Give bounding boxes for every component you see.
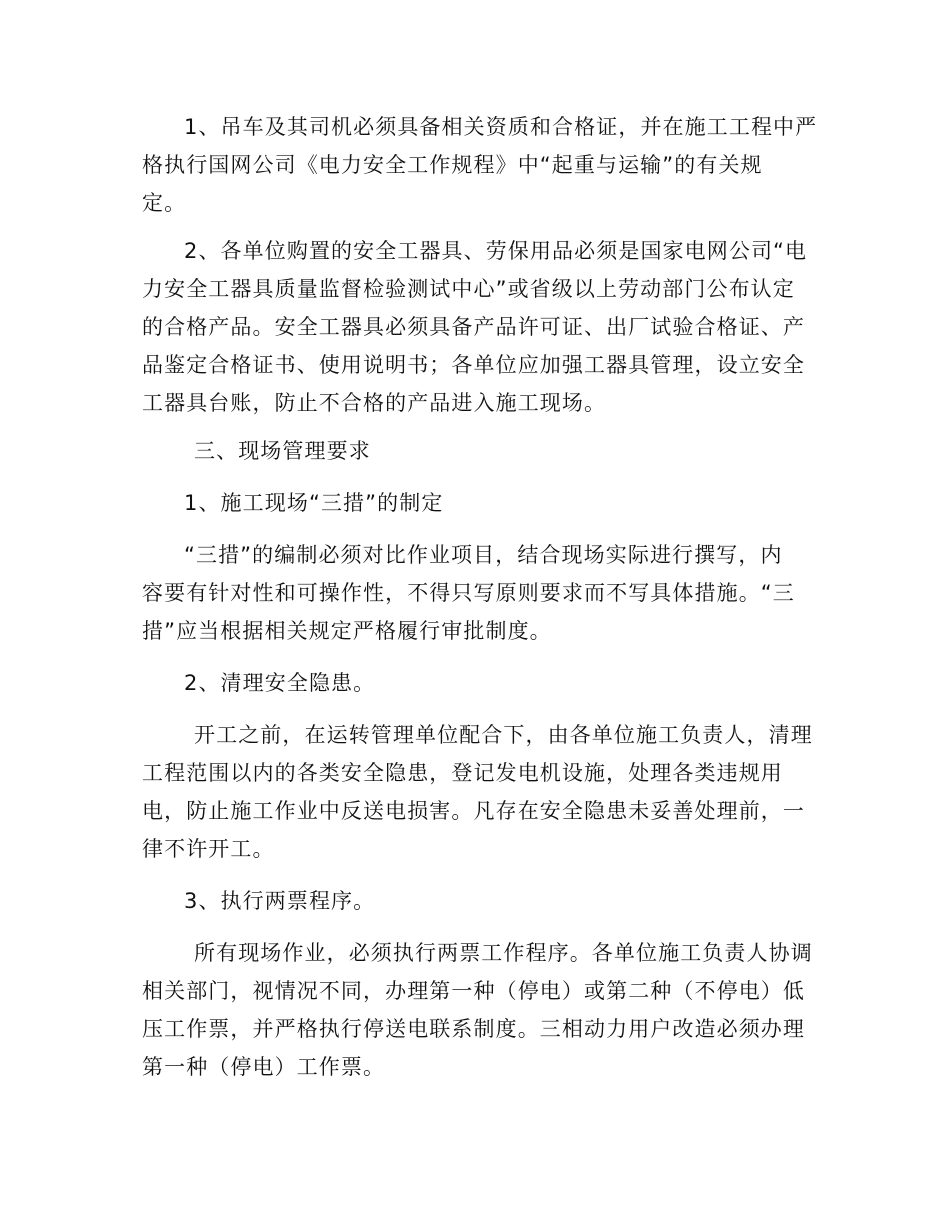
text-line: 2、清理安全隐患。 — [184, 671, 376, 695]
paragraph-two-tickets — [142, 934, 813, 1086]
text-line: 开工之前，在运转管理单位配合下，由各单位施工负责人，清理 — [194, 723, 813, 747]
text-line: 品鉴定合格证书、使用说明书；各单位应加强工器具管理，设立安全 — [142, 353, 805, 377]
document-body — [142, 108, 818, 1098]
text-line: 三、现场管理要求 — [194, 439, 371, 463]
text-line: 第一种（停电）工作票。 — [142, 1055, 386, 1079]
text-line: 所有现场作业，必须执行两票工作程序。各单位施工负责人协调 — [194, 941, 813, 965]
text-line: 措”应当根据相关规定严格履行审批制度。 — [142, 619, 552, 643]
paragraph-safety-tools — [142, 232, 810, 422]
text-line: 工器具台账，防止不合格的产品进入施工现场。 — [142, 391, 607, 415]
text-line: 的合格产品。安全工器具必须具备产品许可证、出厂试验合格证、产 — [142, 315, 805, 339]
paragraph-crane-requirements — [142, 108, 818, 222]
text-line: 力安全工器具质量监督检验测试中心”或省级以上劳动部门公布认定 — [142, 277, 795, 301]
paragraph-three-measures — [142, 536, 810, 650]
section-heading — [142, 432, 810, 470]
text-line: 格执行国网公司《电力安全工作规程》中“起重与运输”的有关规 — [142, 153, 763, 177]
subheading-two-tickets — [142, 882, 810, 920]
subheading-three-measures — [142, 484, 810, 522]
text-line: 2、各单位购置的安全工器具、劳保用品必须是国家电网公司“电 — [184, 239, 808, 263]
text-line: 压工作票，并严格执行停送电联系制度。三相动力用户改造必须办理 — [142, 1017, 805, 1041]
text-line: 1、施工现场“三措”的制定 — [184, 491, 444, 515]
subheading-clear-hazards — [142, 664, 810, 702]
paragraph-clear-hazards — [142, 716, 813, 868]
text-line: 电，防止施工作业中反送电损害。凡存在安全隐患未妥善处理前，一 — [142, 799, 805, 823]
text-line: 1、吊车及其司机必须具备相关资质和合格证，并在施工工程中严 — [184, 115, 818, 139]
text-line: 3、执行两票程序。 — [184, 889, 376, 913]
text-line: 定。 — [142, 191, 187, 215]
text-line: 相关部门，视情况不同，办理第一种（停电）或第二种（不停电）低 — [142, 979, 805, 1003]
text-line: 律不许开工。 — [142, 837, 275, 861]
text-line: 容要有针对性和可操作性，不得只写原则要求而不写具体措施。“三 — [142, 581, 795, 605]
text-line: 工程范围以内的各类安全隐患，登记发电机设施，处理各类违规用 — [142, 761, 783, 785]
text-line: “三措”的编制必须对比作业项目，结合现场实际进行撰写，内 — [184, 543, 783, 567]
